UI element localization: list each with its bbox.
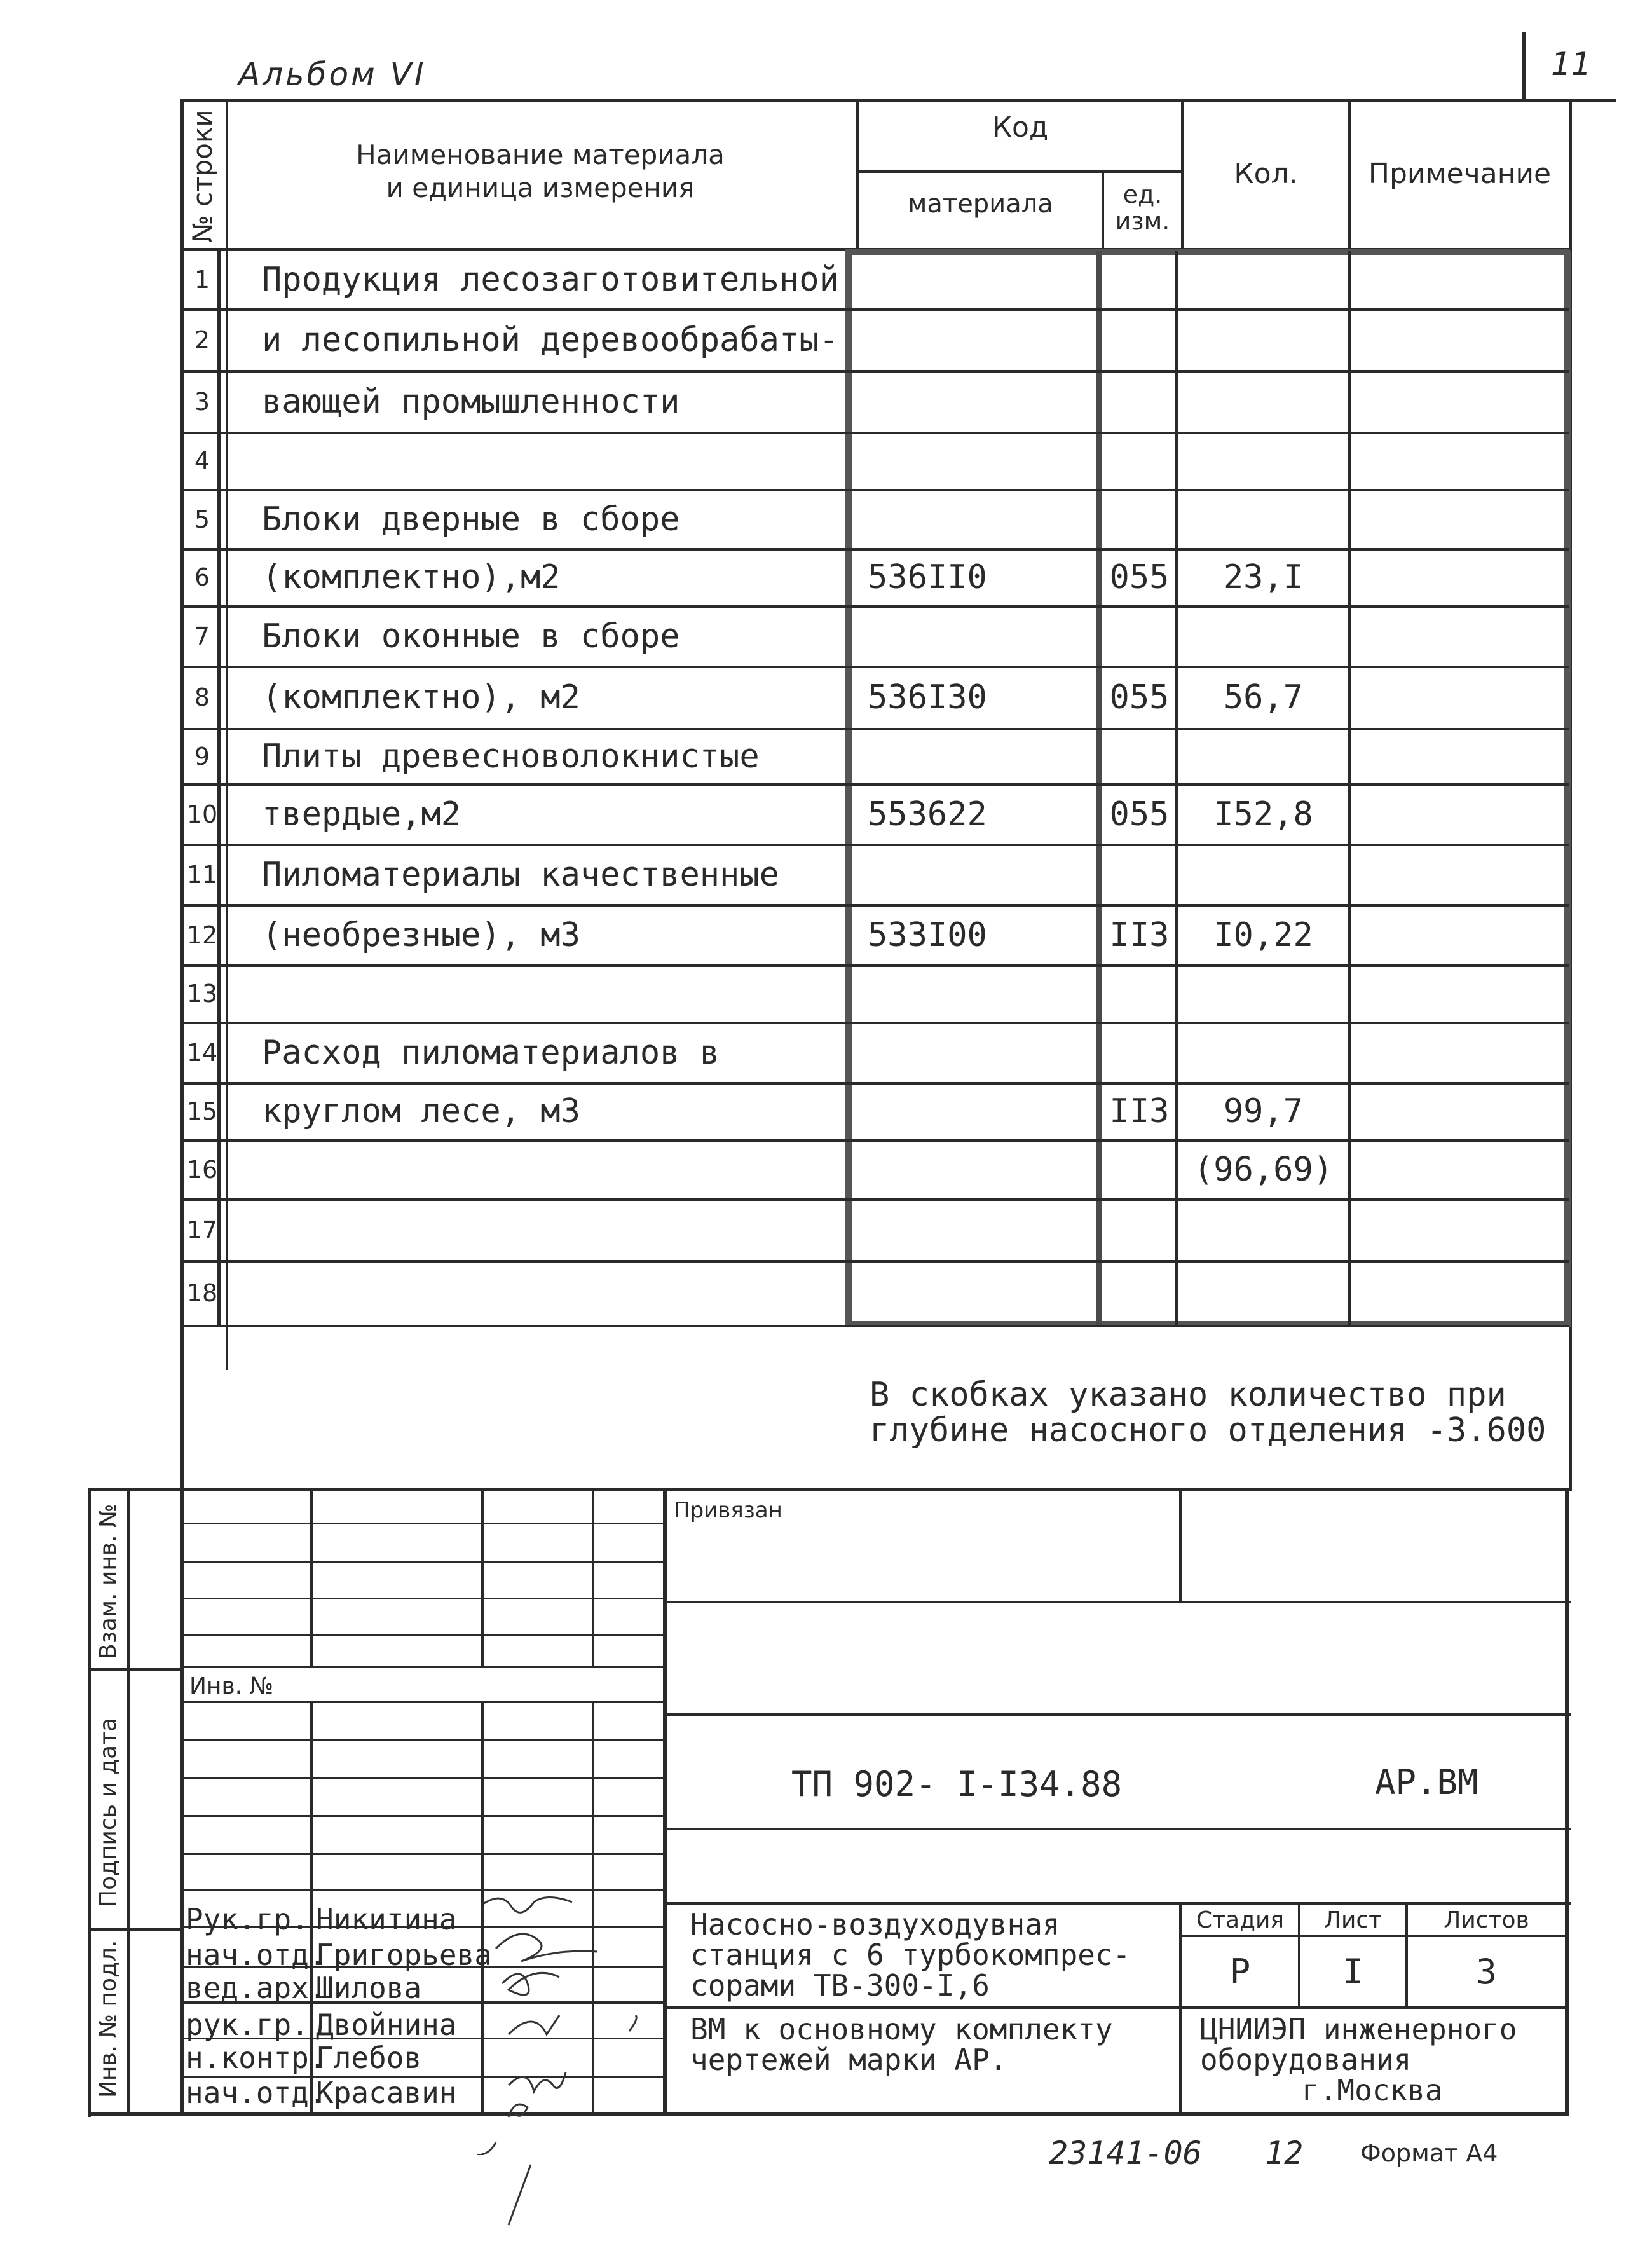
stage-value: Р: [1229, 1952, 1251, 1992]
row-unit-code: 055: [1109, 558, 1170, 596]
row-number: 4: [194, 447, 210, 475]
album-label: Альбом VI: [238, 56, 427, 93]
inv-podl-label: Инв. № подл.: [95, 1940, 121, 2098]
signer-role: рук.гр.: [186, 2008, 309, 2042]
privyazan-label: Привязан: [674, 1498, 782, 1523]
note-header: Примечание: [1368, 158, 1552, 190]
sheets-value: 3: [1476, 1952, 1497, 1992]
row-name: и лесопильной деревообрабаты-: [262, 320, 839, 359]
row-number: 8: [194, 683, 210, 711]
row-no-header: № строки: [187, 109, 218, 243]
pen-stroke: [502, 2161, 540, 2231]
row-number: 2: [194, 325, 210, 354]
signer-name: Глебов: [316, 2041, 422, 2075]
name-header: [242, 139, 839, 205]
row-material-code: 533I00: [868, 915, 987, 954]
doc-mark: АР.ВМ: [1375, 1762, 1478, 1802]
row-number: 16: [186, 1155, 218, 1184]
vzam-inv-label: Взам. инв. №: [95, 1503, 121, 1659]
signer-name: Григорьева: [316, 1938, 492, 1972]
org-line-3: г.Москва: [1302, 2073, 1443, 2107]
row-name: вающей промышленности: [262, 382, 680, 421]
signer-role: Рук.гр.: [186, 1902, 309, 1936]
copy-number: 12: [1265, 2135, 1304, 2172]
sheet-title: [690, 2014, 1113, 2075]
row-material-code: 536II0: [868, 558, 987, 596]
row-number: 14: [186, 1038, 218, 1067]
row-number: 9: [194, 742, 210, 771]
row-number: 6: [194, 563, 210, 591]
row-name: Блоки оконные в сборе: [262, 617, 680, 655]
row-name: Блоки дверные в сборе: [262, 500, 680, 538]
row-number: 13: [186, 980, 218, 1008]
signatures: [470, 1888, 699, 2155]
podpis-data-label: Подпись и дата: [95, 1717, 121, 1907]
row-quantity: I52,8: [1213, 795, 1313, 833]
signer-role: вед.арх.: [186, 1971, 327, 2005]
sheet-title-line-2: чертежей марки АР.: [690, 2043, 1007, 2077]
org-line-2: оборудования: [1200, 2043, 1412, 2077]
signer-role: н.контр.: [186, 2041, 327, 2075]
row-quantity: 99,7: [1223, 1092, 1304, 1130]
project-title-line-1: Насосно-воздуходувная: [690, 1907, 1060, 1942]
project-title: [690, 1909, 1130, 2001]
sheet-label: Лист: [1323, 1907, 1382, 1933]
row-unit-code: II3: [1109, 915, 1170, 954]
row-material-code: 536I30: [868, 678, 987, 716]
project-title-line-3: сорами ТВ-300-I,6: [690, 1968, 990, 2003]
material-header: материала: [908, 189, 1053, 219]
row-number: 12: [186, 921, 218, 949]
archive-number: 23141-06: [1049, 2135, 1202, 2172]
row-material-code: 553622: [868, 795, 987, 833]
doc-code: ТП 902- I-I34.88: [791, 1764, 1123, 1804]
name-header-text: Наименование материала и единица измерения: [356, 139, 725, 203]
signer-name: Никитина: [316, 1902, 457, 1936]
row-number: 1: [194, 265, 210, 294]
footnote-line-1: В скобках указано количество при: [870, 1376, 1506, 1414]
project-title-line-2: станция с 6 турбокомпрес-: [690, 1938, 1131, 1972]
code-header: Код: [992, 111, 1049, 144]
row-name: (необрезные), м3: [262, 915, 580, 954]
row-name: твердые,м2: [262, 795, 461, 833]
organization: [1200, 2014, 1517, 2106]
row-name: Плиты древесноволокнистые: [262, 737, 760, 776]
row-quantity: 56,7: [1223, 678, 1304, 716]
row-name: Расход пиломатериалов в: [262, 1033, 720, 1072]
signer-role: нач.отд.: [186, 2076, 327, 2110]
paper-format: Формат А4: [1360, 2139, 1498, 2167]
signer-name: Шилова: [316, 1971, 422, 2005]
sheets-label: Листов: [1444, 1907, 1529, 1933]
row-name: круглом лесе, м3: [262, 1092, 580, 1130]
row-quantity: I0,22: [1213, 915, 1313, 954]
stage-label: Стадия: [1196, 1907, 1285, 1933]
row-unit-code: 055: [1109, 795, 1170, 833]
row-number: 15: [186, 1097, 218, 1125]
row-quantity: (96,69): [1193, 1150, 1334, 1189]
footnote: [870, 1377, 1546, 1448]
row-unit-code: 055: [1109, 678, 1170, 716]
row-name: (комплектно),м2: [262, 558, 561, 596]
row-number: 10: [186, 800, 218, 828]
row-number: 5: [194, 505, 210, 533]
signer-name: Красавин: [316, 2076, 457, 2110]
row-number: 7: [194, 622, 210, 650]
page-mark: 11: [1551, 46, 1592, 83]
row-number: 3: [194, 387, 210, 416]
row-name: Пиломатериалы качественные: [262, 855, 779, 894]
org-line-1: ЦНИИЭП инженерного: [1200, 2012, 1517, 2046]
row-name: (комплектно), м2: [262, 678, 580, 716]
row-number: 18: [186, 1279, 218, 1307]
unit-header: ед. изм.: [1115, 181, 1170, 235]
qty-header: Кол.: [1234, 158, 1298, 190]
row-quantity: 23,I: [1223, 558, 1304, 596]
row-number: 17: [186, 1216, 218, 1244]
row-unit-code: II3: [1109, 1092, 1170, 1130]
row-number: 11: [186, 860, 218, 889]
signer-role: нач.отд.: [186, 1938, 327, 1972]
sheet-title-line-1: ВМ к основному комплекту: [690, 2012, 1113, 2046]
signer-name: Двойнина: [316, 2008, 457, 2042]
footnote-line-2: глубине насосного отделения -3.600: [870, 1411, 1546, 1449]
sheet-value: I: [1342, 1952, 1363, 1992]
inv-no-label: Инв. №: [189, 1673, 274, 1699]
row-name: Продукция лесозаготовительной: [262, 260, 839, 299]
